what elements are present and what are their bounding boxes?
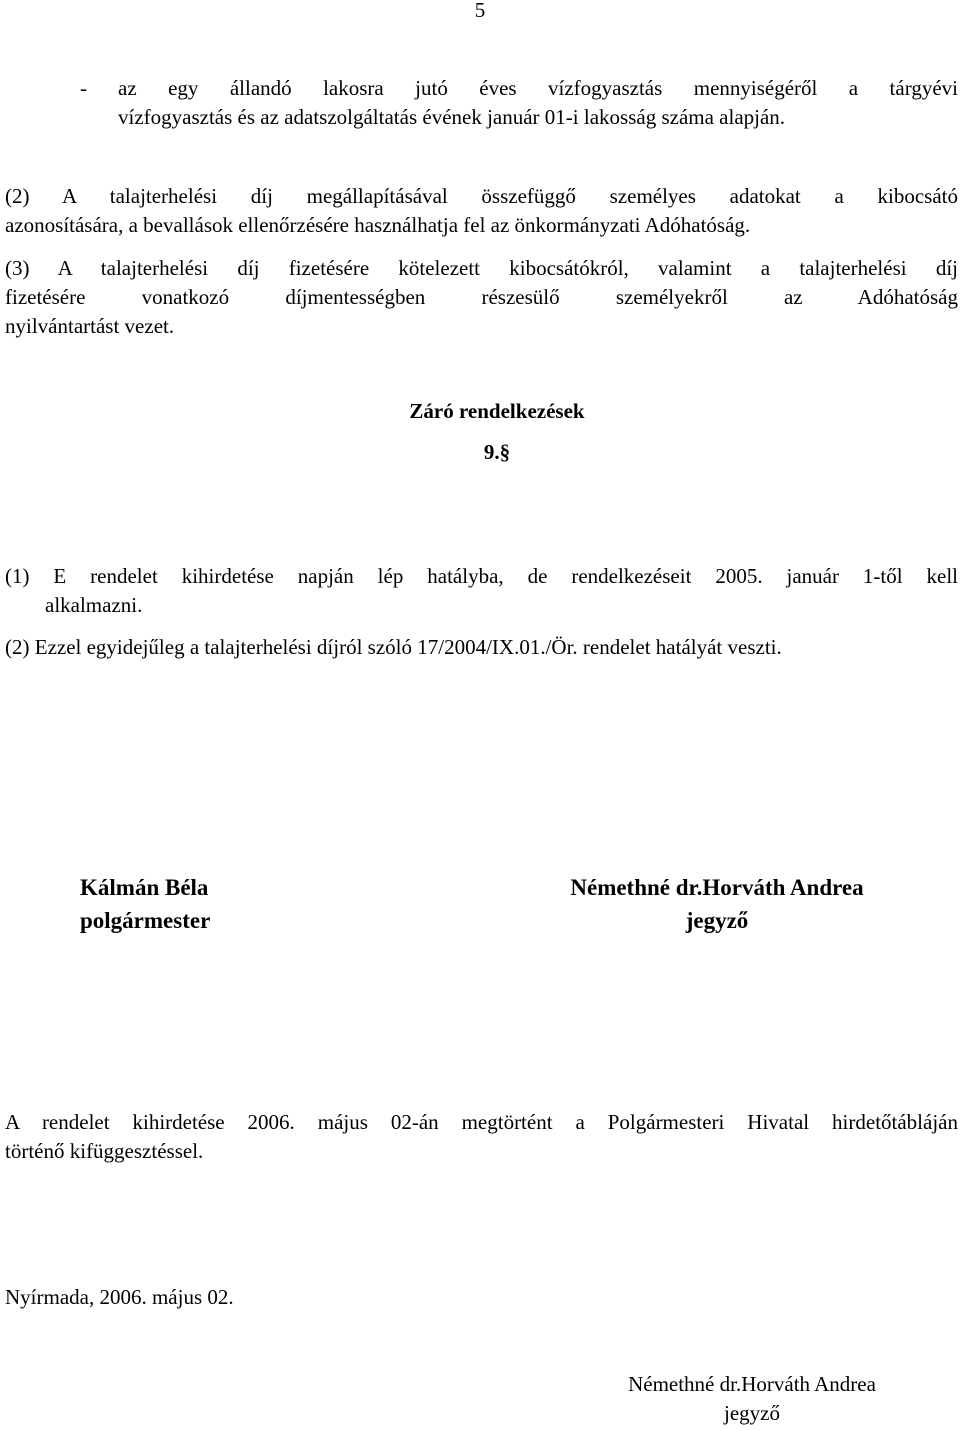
section-title: Záró rendelkezések bbox=[409, 399, 585, 423]
section-number: 9.§ bbox=[483, 440, 511, 464]
page-number: 5 bbox=[474, 0, 486, 22]
signature-mayor-name: Kálmán Béla bbox=[80, 875, 209, 900]
signature-mayor bbox=[80, 871, 210, 937]
closing-provision-2-line-1: (2) Ezzel egyidejűleg a talajterhelési díjról szóló 17/2004/IX.01./Ör. rendelet hatályát veszti. bbox=[5, 635, 782, 659]
list-item-line-1: az egy állandó lakosra jutó éves vízfogyasztás mennyiségéről a tárgyévi bbox=[118, 76, 958, 100]
closing-provision-1 bbox=[5, 562, 958, 620]
signature-notary-name: Némethné dr.Horváth Andrea bbox=[570, 875, 864, 900]
final-signature-name: Némethné dr.Horváth Andrea bbox=[628, 1372, 876, 1396]
announcement-line-2: történő kifüggesztéssel. bbox=[5, 1139, 204, 1163]
paragraph-3-line-1: (3) A talajterhelési díj fizetésére kötelezett kibocsátókról, valamint a talajterhelési díj bbox=[5, 256, 958, 280]
paragraph-3 bbox=[5, 254, 958, 341]
list-dash: - bbox=[80, 76, 87, 100]
announcement-paragraph bbox=[5, 1108, 958, 1166]
closing-provision-1-line-2: alkalmazni. bbox=[45, 593, 143, 617]
signature-notary-title: jegyző bbox=[685, 908, 749, 933]
closing-provision-1-line-1: (1) E rendelet kihirdetése napján lép hatályba, de rendelkezéseit 2005. január 1-től kell bbox=[5, 564, 958, 588]
signature-notary bbox=[526, 871, 908, 937]
paragraph-2 bbox=[5, 182, 958, 240]
paragraph-2-line-2: azonosítására, a bevallások ellenőrzésére használhatja fel az önkormányzati Adóhatóság. bbox=[5, 213, 751, 237]
place-and-date: Nyírmada, 2006. május 02. bbox=[5, 1285, 234, 1309]
paragraph-3-line-2: fizetésére vonatkozó díjmentességben részesülő személyekről az Adóhatóság bbox=[5, 285, 958, 309]
final-signature-title: jegyző bbox=[724, 1401, 780, 1425]
paragraph-2-line-1: (2) A talajterhelési díj megállapításával összefüggő személyes adatokat a kibocsátó bbox=[5, 184, 958, 208]
list-item-water-consumption bbox=[80, 74, 958, 132]
signature-mayor-title: polgármester bbox=[80, 908, 211, 933]
paragraph-3-line-3: nyilvántartást vezet. bbox=[5, 314, 175, 338]
announcement-line-1: A rendelet kihirdetése 2006. május 02-án megtörtént a Polgármesteri Hivatal hirdetőtábláján bbox=[5, 1110, 958, 1134]
list-item-line-2: vízfogyasztás és az adatszolgáltatás évének január 01-i lakosság száma alapján. bbox=[118, 105, 786, 129]
closing-provision-2 bbox=[5, 633, 958, 662]
final-signature bbox=[560, 1370, 944, 1428]
